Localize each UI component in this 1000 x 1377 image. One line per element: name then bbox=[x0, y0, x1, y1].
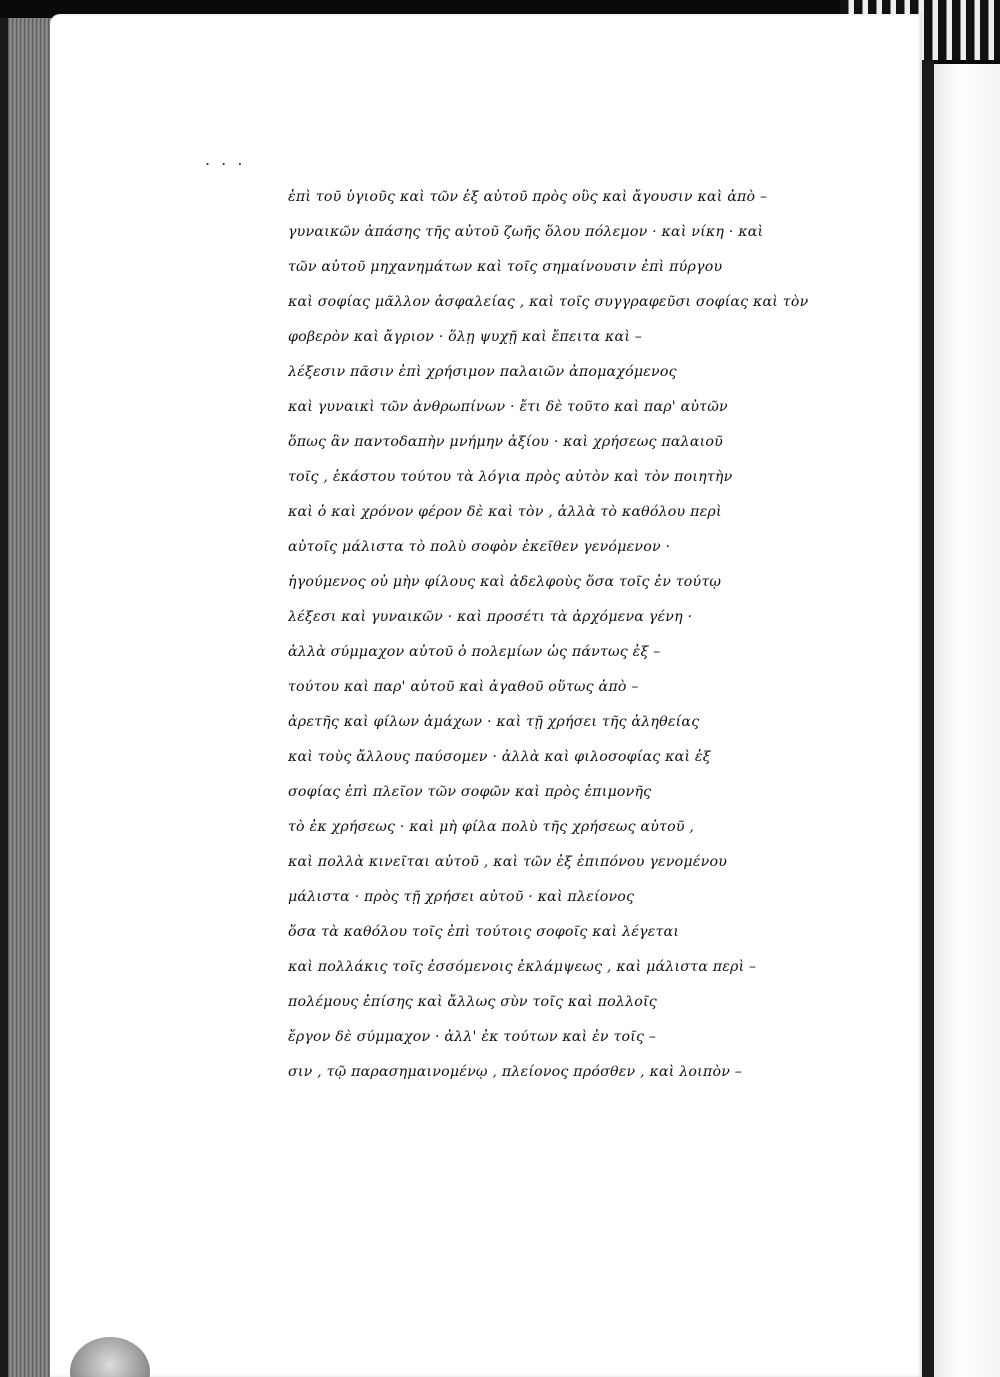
text-line: ἀλλὰ σύμμαχον αὐτοῦ ὁ πολεμίων ὡς πάντως ἐξ – bbox=[288, 644, 661, 660]
text-line: τὸ ἐκ χρήσεως · καὶ μὴ φίλα πολὺ τῆς χρήσεως αὐτοῦ , bbox=[288, 819, 695, 835]
text-line: καὶ γυναικὶ τῶν ἀνθρωπίνων · ἔτι δὲ τοῦτο καὶ παρ' αὐτῶν bbox=[288, 399, 728, 415]
text-line: ὅσα τὰ καθόλου τοῖς ἐπὶ τούτοις σοφοῖς καὶ λέγεται bbox=[288, 924, 680, 940]
text-line: σιν , τῷ παρασημαινομένῳ , πλείονος πρόσθεν , καὶ λοιπὸν – bbox=[288, 1064, 743, 1080]
text-line: καὶ τοὺς ἄλλους παύσομεν · ἀλλὰ καὶ φιλοσοφίας καὶ ἐξ bbox=[288, 749, 711, 765]
text-line: πολέμους ἐπίσης καὶ ἄλλως σὺν τοῖς καὶ πολλοῖς bbox=[288, 994, 657, 1010]
text-line: καὶ ὁ καὶ χρόνον φέρον δὲ καὶ τὸν , ἀλλὰ τὸ καθόλου περὶ bbox=[288, 504, 722, 520]
handwritten-text-block bbox=[288, 180, 848, 1090]
text-line: ὅπως ἂν παντοδαπὴν μνήμην ἀξίου · καὶ χρήσεως παλαιοῦ bbox=[288, 434, 723, 450]
text-line: λέξεσι καὶ γυναικῶν · καὶ προσέτι τὰ ἀρχόμενα γένη · bbox=[288, 609, 693, 625]
text-line: σοφίας ἐπὶ πλεῖον τῶν σοφῶν καὶ πρὸς ἐπιμονῆς bbox=[288, 784, 652, 800]
facing-page-edge bbox=[934, 64, 1000, 1377]
text-line: καὶ πολλάκις τοῖς ἐσσόμενοις ἐκλάμψεως , καὶ μάλιστα περὶ – bbox=[288, 959, 757, 975]
text-line: φοβερὸν καὶ ἄγριον · ὅλῃ ψυχῇ καὶ ἔπειτα καὶ – bbox=[288, 329, 643, 345]
text-line: ἔργον δὲ σύμμαχον · ἀλλ' ἐκ τούτων καὶ ἐν τοῖς – bbox=[288, 1029, 657, 1045]
text-line: τούτου καὶ παρ' αὐτοῦ καὶ ἀγαθοῦ οὕτως ἀπὸ – bbox=[288, 679, 639, 695]
margin-dots: . . . bbox=[205, 150, 246, 169]
book-page-stack bbox=[0, 18, 54, 1377]
text-line: ἐπὶ τοῦ ὑγιοῦς καὶ τῶν ἐξ αὐτοῦ πρὸς οὓς καὶ ἄγουσιν καὶ ἀπὸ – bbox=[288, 189, 768, 205]
text-line: καὶ πολλὰ κινεῖται αὐτοῦ , καὶ τῶν ἐξ ἐπιπόνου γενομένου bbox=[288, 854, 728, 870]
gutter-shadow bbox=[922, 60, 934, 1377]
text-line: λέξεσιν πᾶσιν ἐπὶ χρήσιμον παλαιῶν ἀπομαχόμενος bbox=[288, 364, 677, 380]
text-line: ἀρετῆς καὶ φίλων ἀμάχων · καὶ τῇ χρήσει τῆς ἀληθείας bbox=[288, 714, 700, 730]
text-line: γυναικῶν ἀπάσης τῆς αὐτοῦ ζωῆς ὅλου πόλεμον · καὶ νίκη · καὶ bbox=[288, 224, 764, 240]
text-line: τοῖς , ἑκάστου τούτου τὰ λόγια πρὸς αὐτὸν καὶ τὸν ποιητὴν bbox=[288, 469, 733, 485]
text-line: καὶ σοφίας μᾶλλον ἀσφαλείας , καὶ τοῖς συγγραφεῦσι σοφίας καὶ τὸν bbox=[288, 294, 809, 310]
text-line: τῶν αὐτοῦ μηχανημάτων καὶ τοῖς σημαίνουσιν ἐπὶ πύργου bbox=[288, 259, 723, 275]
text-line: ἡγούμενος οὐ μὴν φίλους καὶ ἀδελφοὺς ὅσα τοῖς ἐν τούτῳ bbox=[288, 574, 722, 590]
text-line: αὐτοῖς μάλιστα τὸ πολὺ σοφὸν ἐκεῖθεν γενόμενον · bbox=[288, 539, 671, 555]
text-line: μάλιστα · πρὸς τῇ χρήσει αὐτοῦ · καὶ πλείονος bbox=[288, 889, 635, 905]
